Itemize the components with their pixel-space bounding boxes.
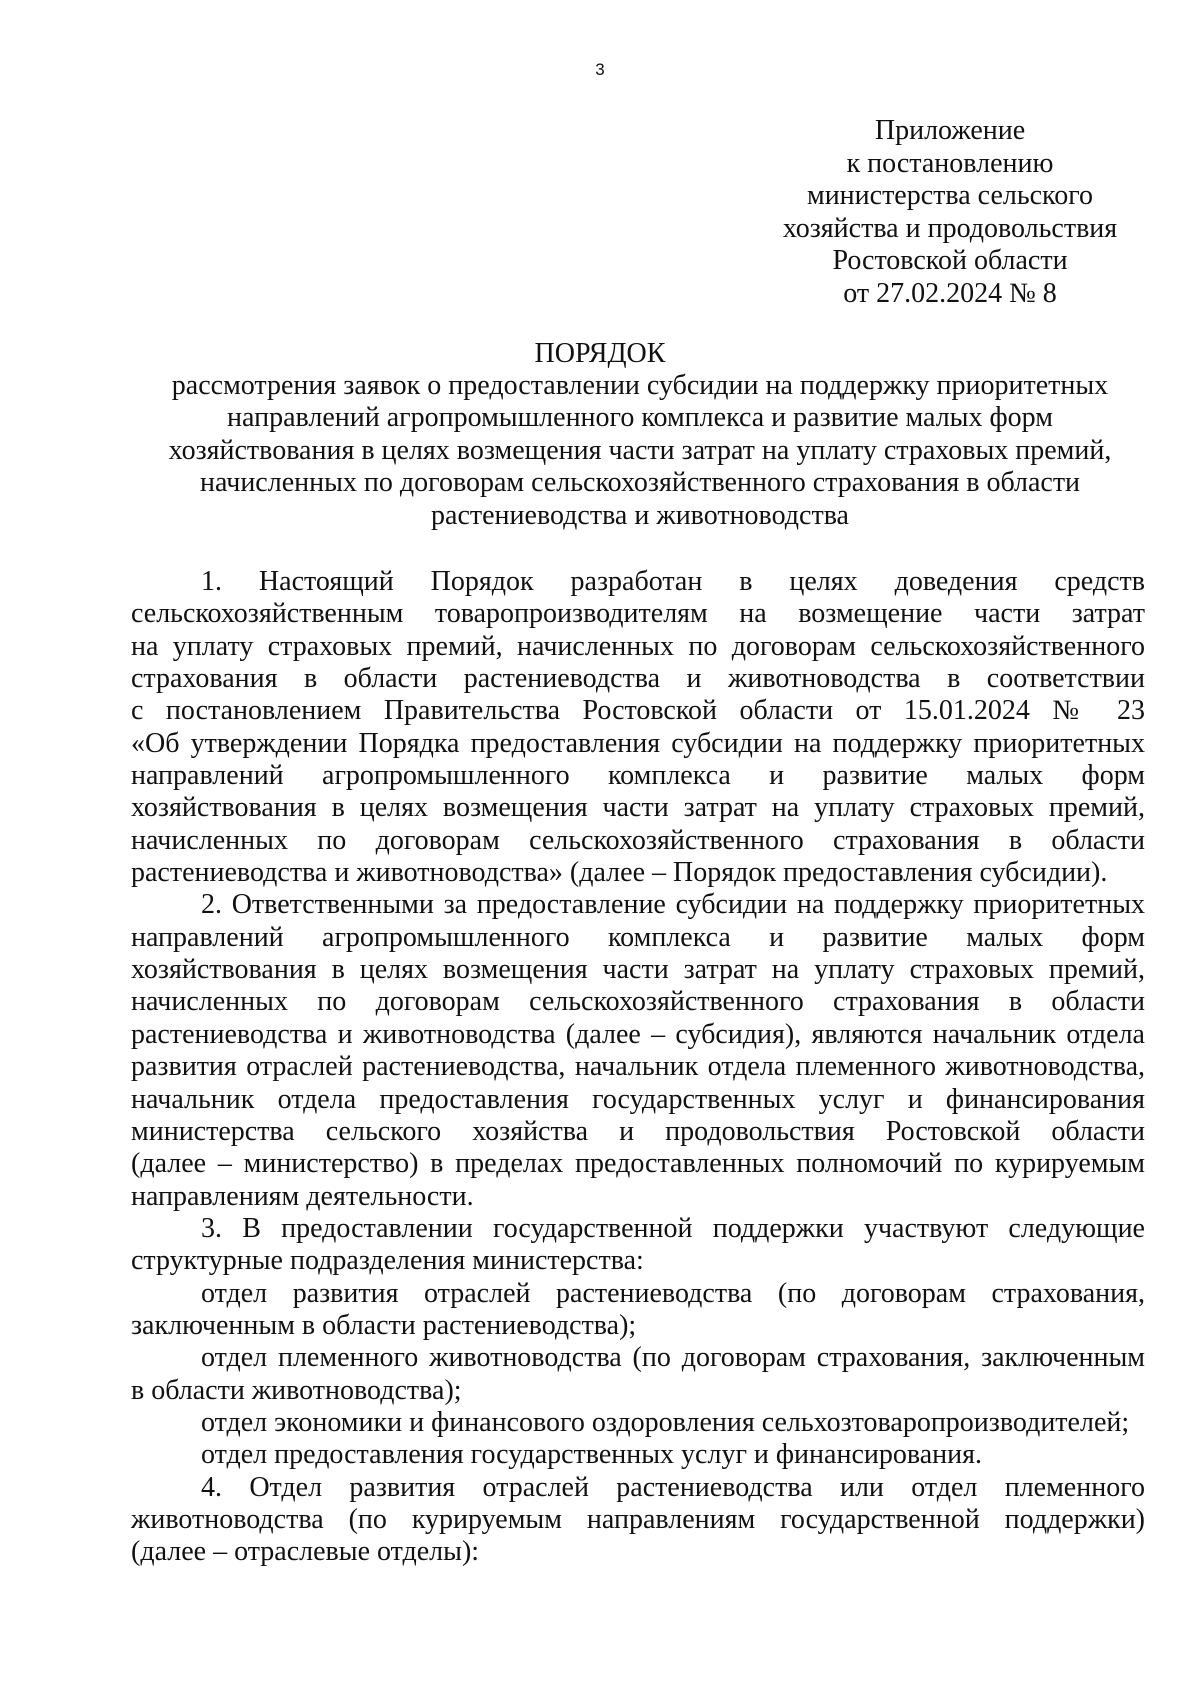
subtitle-line: хозяйствования в целях возмещения части затрат на уплату страховых премий, (168, 434, 1112, 466)
body-line: животноводства (по курируемым направлениям государственной поддержки) (131, 1503, 1145, 1535)
subtitle-line: начисленных по договорам сельскохозяйственного страхования в области (199, 467, 1081, 499)
page-number: 3 (595, 60, 605, 79)
body-line: направлений агропромышленного комплекса и развитие малых форм (131, 760, 1145, 792)
body-line: министерства сельского хозяйства и продовольствия Ростовской области (131, 1115, 1145, 1147)
subtitle-line: направлений агропромышленного комплекса и развитие малых форм (227, 402, 1053, 434)
body-line: (далее – отраслевые отделы): (131, 1536, 480, 1568)
body-line: страхования в области растениеводства и животноводства в соответствии (131, 663, 1145, 695)
appendix-line: к постановлению (846, 147, 1054, 179)
document-title: ПОРЯДОК (534, 338, 666, 369)
body-line: начисленных по договорам сельскохозяйственного страхования в области (131, 986, 1145, 1018)
body-line: «Об утверждении Порядка предоставления субсидии на поддержку приоритетных (131, 727, 1145, 759)
body-line: 3. В предоставлении государственной поддержки участвуют следующие (201, 1212, 1145, 1244)
appendix-line: хозяйства и продовольствия (782, 212, 1118, 244)
body-line: отдел экономики и финансового оздоровления сельхозтоваропроизводителей; (201, 1406, 1130, 1438)
body-line: отдел развития отраслей растениеводства (по договорам страхования, (201, 1277, 1145, 1309)
body-line: растениеводства и животноводства (далее – субсидия), являются начальник отдела (131, 1018, 1145, 1050)
body-line: 2. Ответственными за предоставление субсидии на поддержку приоритетных (201, 889, 1145, 921)
body-line: на уплату страховых премий, начисленных по договорам сельскохозяйственного (131, 630, 1145, 662)
document-body (131, 566, 1145, 1569)
body-line: структурные подразделения министерства: (131, 1245, 644, 1277)
subtitle-line: растениеводства и животноводства (431, 499, 849, 531)
appendix-line: министерства сельского (806, 180, 1094, 211)
body-line: с постановлением Правительства Ростовской области от 15.01.2024 № 23 (131, 695, 1145, 727)
body-line: сельскохозяйственным товаропроизводителям на возмещение части затрат (131, 598, 1145, 630)
body-line: начисленных по договорам сельскохозяйственного страхования в области (131, 824, 1145, 856)
appendix-line: Приложение (874, 115, 1026, 146)
body-line: отдел племенного животноводства (по договорам страхования, заключенным (201, 1342, 1145, 1374)
body-line: 4. Отдел развития отраслей растениеводства или отдел племенного (201, 1471, 1145, 1503)
body-line: растениеводства и животноводства» (далее – Порядок предоставления субсидии). (131, 857, 1108, 889)
body-line: хозяйствования в целях возмещения части затрат на уплату страховых премий, (131, 954, 1145, 986)
subtitle-line: рассмотрения заявок о предоставлении субсидии на поддержку приоритетных (171, 370, 1109, 401)
appendix-line: от 27.02.2024 № 8 (843, 277, 1057, 309)
body-line: хозяйствования в целях возмещения части затрат на уплату страховых премий, (131, 792, 1145, 824)
body-line: в области животноводства); (131, 1374, 462, 1406)
appendix-block (760, 115, 1140, 310)
body-line: отдел предоставления государственных услуг и финансирования. (201, 1439, 982, 1471)
body-line: заключенным в области растениеводства); (131, 1309, 637, 1341)
body-line: развития отраслей растениеводства, начальник отдела племенного животноводства, (131, 1051, 1145, 1083)
body-line: 1. Настоящий Порядок разработан в целях доведения средств (201, 566, 1145, 597)
body-line: направлений агропромышленного комплекса и развитие малых форм (131, 921, 1145, 953)
document-subtitle (130, 370, 1150, 532)
body-line: (далее – министерство) в пределах предоставленных полномочий по курируемым (131, 1148, 1145, 1180)
body-line: направлениям деятельности. (131, 1180, 474, 1212)
body-line: начальник отдела предоставления государственных услуг и финансирования (131, 1083, 1145, 1115)
appendix-line: Ростовской области (832, 245, 1068, 276)
